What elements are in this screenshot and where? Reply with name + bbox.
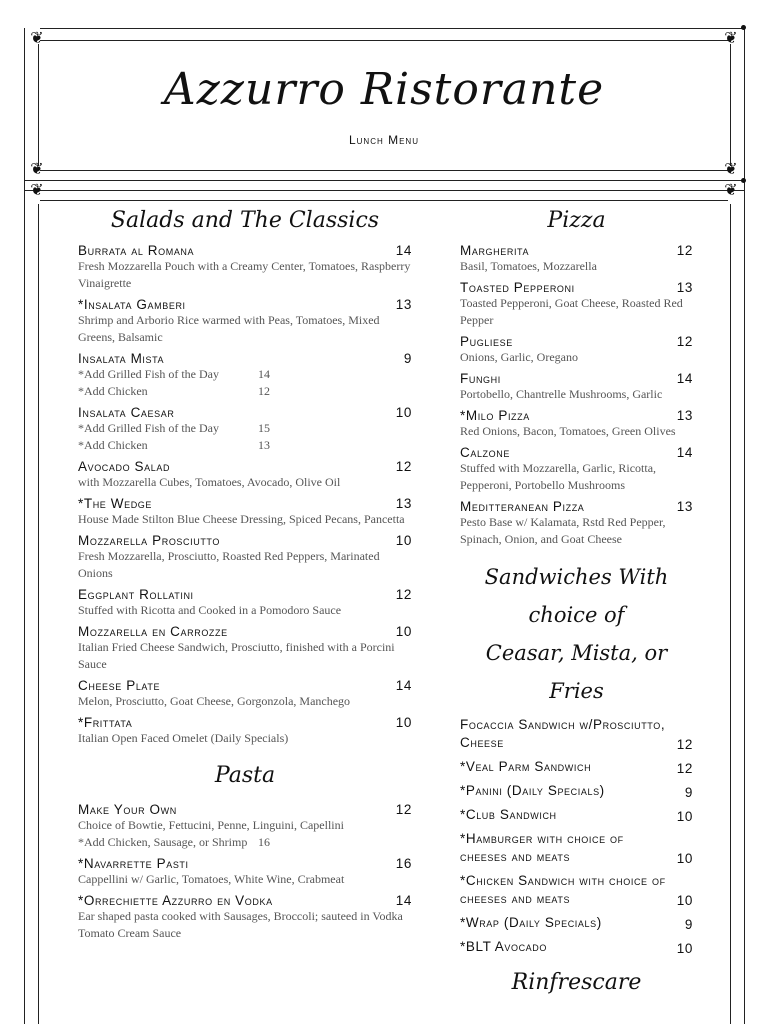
right-body-inner [730,204,731,1024]
menu-item-name: *Insalata Gamberi [78,297,186,312]
menu-item-description: Pesto Base w/ Kalamata, Rstd Red Pepper, Spinach, Onion, and Goat Cheese [460,515,666,546]
menu-item-name: Make Your Own [78,802,177,817]
right-column [460,208,693,1011]
menu-item-name: Calzone [460,445,510,460]
menu-item-header [78,351,412,366]
header-bottom-line [24,180,744,181]
menu-item-description: Toasted Pepperoni, Goat Cheese, Roasted Red Pepper [460,296,683,327]
addon-price: 12 [258,384,270,398]
addon-label: *Add Grilled Fish of the Day [78,421,219,435]
menu-item-addon [78,383,412,400]
menu-item-header [78,802,412,817]
sandwich-item [460,782,693,800]
menu-item-description: Fresh Mozzarella, Prosciutto, Roasted Red Peppers, Marinated Onions [78,549,380,580]
menu-item-price: 14 [395,893,412,908]
menu-item-name: Insalata Mista [78,351,165,366]
menu-item-name: Funghi [460,371,501,386]
menu-item [460,499,693,548]
menu-item [78,624,412,673]
menu-item [460,243,693,275]
menu-item-header [460,499,693,514]
menu-item-name: *Frittata [78,715,133,730]
menu-item-price: 10 [395,715,412,730]
corner-dot-top-right [741,25,746,30]
sandwich-item [460,716,693,752]
menu-item-name: Eggplant Rollatini [78,587,194,602]
menu-item-description: Choice of Bowtie, Fettucini, Penne, Linguini, Capellini [78,818,344,832]
sandwich-item-price: 9 [684,917,693,932]
menu-item [78,893,412,942]
menu-item-name: *Milo Pizza [460,408,530,423]
menu-item-header [460,280,693,295]
scroll-ornament-icon: ❦ [30,182,44,199]
sandwich-list [460,716,693,956]
menu-item-price: 12 [676,243,693,258]
menu-item [78,496,412,528]
menu-item-price: 12 [676,334,693,349]
menu-item-price: 13 [676,408,693,423]
menu-item [78,459,412,491]
menu-item [78,351,412,400]
menu-item-header [78,587,412,602]
menu-item-price: 9 [403,351,412,366]
sandwich-item-price: 10 [676,893,693,908]
addon-price: 15 [258,421,270,435]
menu-item-description: Shrimp and Arborio Rice warmed with Peas, Tomatoes, Mixed Greens, Balsamic [78,313,380,344]
menu-item-header [460,334,693,349]
menu-item-header [460,408,693,423]
body-top-inner-line [40,200,728,201]
addon-label: *Add Grilled Fish of the Day [78,367,219,381]
scroll-ornament-icon: ❦ [724,182,738,199]
menu-item-addon [78,366,412,383]
menu-item-price: 10 [395,405,412,420]
sandwich-item-row [460,758,693,776]
menu-item-name: Pugliese [460,334,513,349]
sandwiches-heading-line1: Sandwiches With choice of [484,565,669,627]
sandwich-item-price: 12 [676,761,693,776]
menu-item-name: Toasted Pepperoni [460,280,575,295]
addon-label: *Add Chicken, Sausage, or Shrimp [78,835,248,849]
scroll-ornament-icon: ❦ [724,161,738,178]
menu-item-description: House Made Stilton Blue Cheese Dressing, Spiced Pecans, Pancetta [78,512,405,526]
menu-item-description: Cappellini w/ Garlic, Tomatoes, White Wine, Crabmeat [78,872,345,886]
menu-item-name: Mozzarella Prosciutto [78,533,220,548]
menu-item-name: *Navarrette Pasti [78,856,189,871]
sandwich-item-row [460,716,693,752]
menu-item-price: 10 [395,624,412,639]
menu-item-price: 12 [395,459,412,474]
menu-item-name: Margherita [460,243,530,258]
left-column [78,208,412,947]
pasta-list [78,802,412,942]
section-heading-pizza: Pizza [547,208,606,233]
sandwich-item-price: 10 [676,941,693,956]
menu-item [460,371,693,403]
sandwich-item [460,830,693,866]
sandwiches-heading-line2: Ceasar, Mista, or Fries [485,641,668,703]
sandwich-item-name: *BLT Avocado [460,939,547,954]
menu-item-header [78,715,412,730]
salads-list [78,243,412,747]
addon-label: *Add Chicken [78,438,148,452]
menu-item-description: Melon, Prosciutto, Goat Cheese, Gorgonzola, Manchego [78,694,351,708]
menu-item-header [78,678,412,693]
top-frame-line [40,28,744,29]
sandwich-item-name: *Hamburger with choice of cheeses and meats [460,831,624,864]
sandwich-item-price: 9 [684,785,693,800]
menu-item-header [78,459,412,474]
menu-item [460,280,693,329]
menu-item-header [460,371,693,386]
menu-item-header [78,405,412,420]
addon-price: 16 [258,835,270,849]
section-heading-pasta: Pasta [214,763,276,788]
sandwich-item-name: *Wrap (Daily Specials) [460,915,602,930]
menu-item-description: Basil, Tomatoes, Mozzarella [460,259,597,273]
menu-item [78,533,412,582]
corner-dot-mid-right [741,178,746,183]
menu-item-addon [78,420,412,437]
menu-item-price: 10 [395,533,412,548]
scroll-ornament-icon: ❦ [30,30,44,47]
menu-item-price: 13 [676,280,693,295]
sandwich-item-price: 12 [676,737,693,752]
menu-item-header [78,533,412,548]
sandwich-item-price: 10 [676,809,693,824]
sandwich-item-row [460,782,693,800]
sandwich-item-row [460,914,693,932]
menu-item-name: Cheese Plate [78,678,161,693]
menu-item-price: 14 [395,243,412,258]
menu-item [460,334,693,366]
menu-item-price: 16 [395,856,412,871]
sandwich-item [460,806,693,824]
menu-item [460,445,693,494]
menu-item-price: 14 [676,371,693,386]
menu-item-header [78,243,412,258]
menu-item-price: 13 [395,297,412,312]
menu-item-price: 13 [676,499,693,514]
menu-item [78,587,412,619]
menu-item-name: Avocado Salad [78,459,171,474]
menu-item-header [78,496,412,511]
sandwich-item [460,914,693,932]
menu-item-price: 14 [395,678,412,693]
menu-item [78,405,412,454]
menu-item-header [78,297,412,312]
menu-item-price: 12 [395,587,412,602]
menu-item-header [78,624,412,639]
menu-item [78,802,412,851]
menu-item-name: Meditteranean Pizza [460,499,585,514]
menu-item-price: 13 [395,496,412,511]
menu-item-description: Fresh Mozzarella Pouch with a Creamy Center, Tomatoes, Raspberry Vinaigrette [78,259,411,290]
menu-item-header [460,445,693,460]
menu-item-name: Burrata al Romana [78,243,195,258]
menu-item-description: Stuffed with Ricotta and Cooked in a Pomodoro Sauce [78,603,342,617]
section-heading-sandwiches [460,558,693,710]
menu-item-name: *Orrechiette Azzurro en Vodka [78,893,273,908]
sandwich-item-name: *Club Sandwich [460,807,557,822]
menu-item-description: Ear shaped pasta cooked with Sausages, Broccoli; sauteed in Vodka Tomato Cream Sauce [78,909,403,940]
sandwich-item-row [460,938,693,956]
menu-item-price: 12 [395,802,412,817]
addon-price: 13 [258,438,270,452]
menu-item-header [460,243,693,258]
menu-item-addon [78,834,412,851]
sandwich-item-name: Focaccia Sandwich w/Prosciutto, Cheese [460,717,666,750]
menu-item-header [78,893,412,908]
menu-item-description: with Mozzarella Cubes, Tomatoes, Avocado, Olive Oil [78,475,341,489]
section-heading-salads: Salads and The Classics [110,208,380,233]
menu-item [78,243,412,292]
menu-item-price: 14 [676,445,693,460]
restaurant-name: Azzurro Ristorante [163,64,605,115]
menu-item-addon [78,437,412,454]
menu-item-name: Insalata Caesar [78,405,175,420]
menu-item-name: Mozzarella en Carrozze [78,624,228,639]
body-top-line [24,190,744,191]
sandwich-item-price: 10 [676,851,693,866]
sandwich-item [460,872,693,908]
sandwich-item-name: *Panini (Daily Specials) [460,783,605,798]
left-frame-outer [24,28,25,1024]
sandwich-item-name: *Chicken Sandwich with choice of cheeses and meats [460,873,666,906]
sandwich-item [460,758,693,776]
sandwich-item-row [460,830,693,866]
menu-item-description: Italian Open Faced Omelet (Daily Specials) [78,731,289,745]
addon-price: 14 [258,367,270,381]
pizza-list [460,243,693,548]
sandwich-item-row [460,872,693,908]
addon-label: *Add Chicken [78,384,148,398]
section-heading-rinfrescare: Rinfrescare [511,970,642,995]
menu-item-description: Onions, Garlic, Oregano [460,350,578,364]
menu-item-name: *The Wedge [78,496,153,511]
menu-item [78,715,412,747]
menu-item [78,678,412,710]
header-bottom-inner-line [40,170,728,171]
menu-item [78,856,412,888]
scroll-ornament-icon: ❦ [724,30,738,47]
top-frame-inner-line [40,40,728,41]
menu-item [460,408,693,440]
scroll-ornament-icon: ❦ [30,161,44,178]
menu-item-description: Portobello, Chantrelle Mushrooms, Garlic [460,387,663,401]
sandwich-item-name: *Veal Parm Sandwich [460,759,592,774]
menu-item-description: Stuffed with Mozzarella, Garlic, Ricotta, Pepperoni, Portobello Mushrooms [460,461,657,492]
left-body-inner [38,204,39,1024]
menu-label: Lunch Menu [348,133,419,147]
menu-item [78,297,412,346]
menu-item-description: Italian Fried Cheese Sandwich, Prosciutto, finished with a Porcini Sauce [78,640,395,671]
menu-item-description: Red Onions, Bacon, Tomatoes, Green Olives [460,424,676,438]
sandwich-item [460,938,693,956]
menu-item-header [78,856,412,871]
sandwich-item-row [460,806,693,824]
